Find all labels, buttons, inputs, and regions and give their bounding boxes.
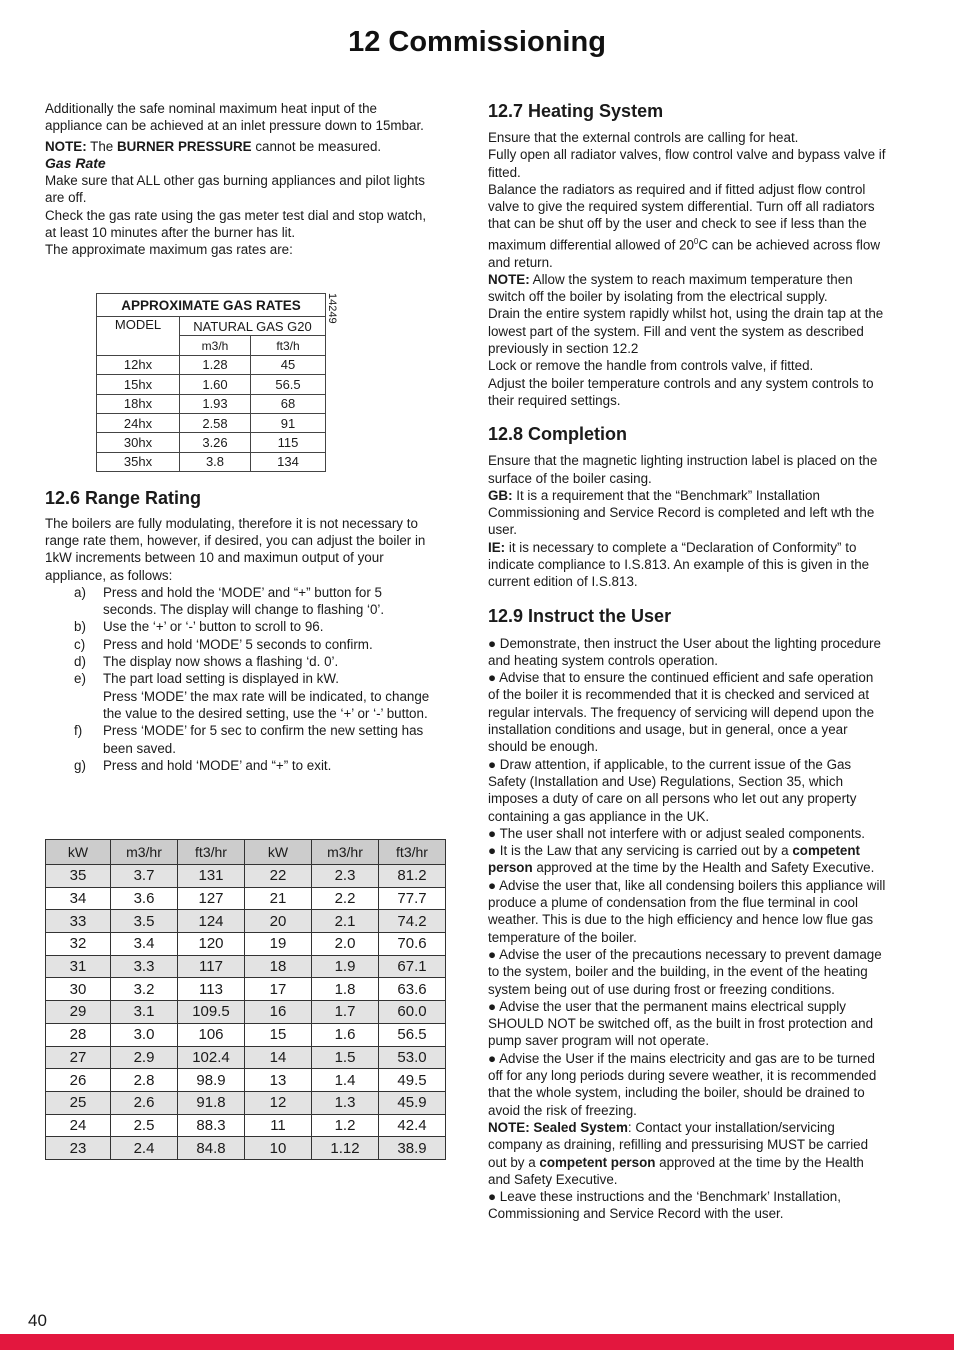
gas-rate-p2: Check the gas rate using the gas meter test dial and stop watch, at least 10 minutes after the burner has lit.: [45, 207, 427, 241]
table-cell: 3.2: [111, 978, 178, 1001]
table-cell: 1.7: [312, 1001, 379, 1024]
table-header-row: [46, 840, 446, 865]
table-cell: 34: [46, 887, 111, 910]
table-row: [46, 1069, 446, 1092]
completion-heading: 12.8 Completion: [488, 424, 628, 445]
gas-rates-table: [96, 293, 326, 472]
note-pre: The: [86, 138, 117, 154]
table-row: [46, 1091, 446, 1114]
table-cell: 2.4: [111, 1137, 178, 1160]
table-row: [97, 433, 326, 452]
gas-table-gas-header: NATURAL GAS G20: [180, 317, 326, 336]
table-row: [97, 375, 326, 394]
table-cell: 11: [245, 1114, 312, 1137]
table-cell: 3.5: [111, 910, 178, 933]
table-cell: 2.9: [111, 1046, 178, 1069]
table-cell: 18: [245, 955, 312, 978]
table-cell: 10: [245, 1137, 312, 1160]
table-row: [46, 910, 446, 933]
table-cell: 33: [46, 910, 111, 933]
range-rating-table: [45, 839, 446, 1160]
list-item: ● Advise the user that, like all condensing boilers this appliance will produce a plume of condensation from the flue terminal in cool weather. This is due to the high efficiency and hence low flue gas temperature of the boiler.: [488, 877, 886, 945]
list-item: g) Press and hold ‘MODE’ and “+” to exit.: [74, 757, 332, 773]
table-cell: 1.5: [312, 1046, 379, 1069]
table-cell: 16: [245, 1001, 312, 1024]
table-cell: 24: [46, 1114, 111, 1137]
list-item: ● Advise that to ensure the continued efficient and safe operation of the boiler it is recommended that it is checked and serviced at regular intervals. The frequency of servicing will depend upon the installation conditions and usage, but in general, once a year should be enough.: [488, 670, 875, 755]
table-cell: 124: [178, 910, 245, 933]
heating-p6: Adjust the boiler temperature controls and any system controls to their required settings.: [488, 375, 874, 408]
table-cell: 17: [245, 978, 312, 1001]
table-cell: 25: [46, 1091, 111, 1114]
table-cell: 74.2: [379, 910, 446, 933]
table-cell: 2.2: [312, 887, 379, 910]
table-cell: 35: [46, 865, 111, 888]
table-cell: 84.8: [178, 1137, 245, 1160]
table-cell: 38.9: [379, 1137, 446, 1160]
heating-system-heading: 12.7 Heating System: [488, 101, 664, 121]
heating-p5: Lock or remove the handle from controls valve, if fitted.: [488, 358, 814, 374]
table-row: [46, 1046, 446, 1069]
list-item: ● Advise the user that the permanent mains electrical supply SHOULD NOT be switched off, as the built in frost protection and pump saver program will not operate.: [488, 998, 874, 1049]
table-row: [46, 887, 446, 910]
table-cell: 2.1: [312, 910, 379, 933]
table-cell: 1.60: [180, 375, 251, 394]
list-item: d) The display now shows a flashing ‘d. 0’.: [74, 654, 339, 670]
table-cell: 3.26: [180, 433, 251, 452]
list-item: b) Use the ‘+’ or ‘-’ button to scroll to 96.: [74, 619, 324, 635]
table-cell: 1.12: [312, 1137, 379, 1160]
table-cell: 109.5: [178, 1001, 245, 1024]
table-cell: 13: [245, 1069, 312, 1092]
table-cell: 56.5: [251, 375, 326, 394]
table-cell: 1.6: [312, 1023, 379, 1046]
table-row: [46, 1001, 446, 1024]
list-item: ● Draw attention, if applicable, to the current issue of the Gas Safety (Installation and Use) Regulations, Section 35, which imposes a duty of care on all persons who let out any property containing a gas appliance in the UK.: [488, 756, 857, 824]
table-cell: 98.9: [178, 1069, 245, 1092]
list-item: e) The part load setting is displayed in kW. Press ‘MODE’ the max rate will be indicated, to change the value to the desired setting, use the ‘+’ or ‘-’ button.: [74, 671, 430, 721]
list-item: f) Press ‘MODE’ for 5 sec to confirm the new setting has been saved.: [74, 723, 424, 756]
table-header-cell: kW: [245, 840, 312, 865]
completion-ie: IE: it is necessary to complete a “Declaration of Conformity” to indicate compliance to I.S.813. An example of this is given in the current edition of I.S.813.: [488, 539, 870, 590]
table-cell: 1.93: [180, 394, 251, 413]
gas-table-model-header: MODEL: [97, 317, 180, 356]
table-row: [46, 1114, 446, 1137]
range-intro: The boilers are fully modulating, therefore it is not necessary to range rate them, however, if desired, you can adjust the boiler in 1kW increments between 10 and maximun output of your appliance, as follows:: [45, 515, 426, 583]
table-cell: 91: [251, 413, 326, 432]
table-cell: 67.1: [379, 955, 446, 978]
heating-p1: Ensure that the external controls are calling for heat.: [488, 130, 799, 145]
table-header-cell: m3/hr: [312, 840, 379, 865]
table-cell: 1.2: [312, 1114, 379, 1137]
table-cell: 12hx: [97, 355, 180, 374]
completion-gb: GB: It is a requirement that the “Benchmark” Installation Commissioning and Service Record is completed and left wth the user.: [488, 487, 875, 538]
table-cell: 70.6: [379, 933, 446, 956]
table-cell: 23: [46, 1137, 111, 1160]
table-cell: 91.8: [178, 1091, 245, 1114]
footer-bar: [0, 1334, 954, 1350]
table-cell: 28: [46, 1023, 111, 1046]
instruct-user-heading: 12.9 Instruct the User: [488, 605, 672, 626]
list-item: ● It is the Law that any servicing is carried out by a competent person approved at the time by the Health and Safety Executive.: [488, 843, 875, 876]
table-cell: 30hx: [97, 433, 180, 452]
table-cell: 115: [251, 433, 326, 452]
table-cell: 56.5: [379, 1023, 446, 1046]
list-item: NOTE: Sealed System: Contact your installation/servicing company as draining, refilling and pressurising MUST be carried out by a competent person approved at the time by the Health and Safety Executive.: [488, 1119, 869, 1187]
heating-note: NOTE: Allow the system to reach maximum temperature then switch off the boiler by isolating from the electrical supply.: [488, 271, 853, 305]
table-cell: 120: [178, 933, 245, 956]
table-header-cell: m3/hr: [111, 840, 178, 865]
page-title: 12 Commissioning: [348, 26, 606, 58]
table-cell: 60.0: [379, 1001, 446, 1024]
table-cell: 3.1: [111, 1001, 178, 1024]
diagram-reference-code: 14249: [326, 293, 338, 324]
note-post: cannot be measured.: [251, 138, 382, 154]
table-cell: 32: [46, 933, 111, 956]
table-cell: 30: [46, 978, 111, 1001]
table-cell: 24hx: [97, 413, 180, 432]
table-cell: 49.5: [379, 1069, 446, 1092]
table-cell: 113: [178, 978, 245, 1001]
table-header-cell: kW: [46, 840, 111, 865]
table-row: [46, 1137, 446, 1160]
gas-rate-p3: The approximate maximum gas rates are:: [45, 242, 293, 258]
table-header-cell: ft3/hr: [379, 840, 446, 865]
table-row: [46, 933, 446, 956]
table-cell: 1.9: [312, 955, 379, 978]
table-cell: 20: [245, 910, 312, 933]
table-cell: 1.4: [312, 1069, 379, 1092]
completion-p1: Ensure that the magnetic lighting instruction label is placed on the surface of the boiler casing.: [488, 453, 878, 486]
table-cell: 42.4: [379, 1114, 446, 1137]
table-row: [46, 865, 446, 888]
note-bold: BURNER PRESSURE: [116, 138, 252, 154]
gas-table-unit-ft3: ft3/h: [251, 336, 326, 355]
table-cell: 1.8: [312, 978, 379, 1001]
range-steps: [45, 584, 437, 774]
table-row: [46, 1023, 446, 1046]
table-cell: 88.3: [178, 1114, 245, 1137]
table-cell: 27: [46, 1046, 111, 1069]
table-row: [46, 955, 446, 978]
table-row: [46, 978, 446, 1001]
table-cell: 45: [251, 355, 326, 374]
page-number: 40: [28, 1311, 47, 1330]
table-cell: 31: [46, 955, 111, 978]
table-cell: 106: [178, 1023, 245, 1046]
intro-text: Additionally the safe nominal maximum heat input of the appliance can be achieved at an inlet pressure down to 15mbar.: [45, 101, 424, 134]
table-cell: 35hx: [97, 452, 180, 471]
list-item: c) Press and hold ‘MODE’ 5 seconds to confirm.: [74, 636, 373, 652]
table-row: [97, 413, 326, 432]
table-cell: 2.58: [180, 413, 251, 432]
table-cell: 2.0: [312, 933, 379, 956]
table-cell: 68: [251, 394, 326, 413]
table-cell: 77.7: [379, 887, 446, 910]
table-cell: 131: [178, 865, 245, 888]
table-cell: 29: [46, 1001, 111, 1024]
gas-table-title: APPROXIMATE GAS RATES: [97, 294, 326, 317]
table-cell: 3.8: [180, 452, 251, 471]
table-cell: 53.0: [379, 1046, 446, 1069]
table-cell: 102.4: [178, 1046, 245, 1069]
table-cell: 1.3: [312, 1091, 379, 1114]
table-cell: 2.3: [312, 865, 379, 888]
table-cell: 2.5: [111, 1114, 178, 1137]
table-cell: 2.8: [111, 1069, 178, 1092]
table-cell: 134: [251, 452, 326, 471]
table-cell: 117: [178, 955, 245, 978]
note-label: NOTE:: [45, 138, 87, 154]
table-cell: 15hx: [97, 375, 180, 394]
table-cell: 21: [245, 887, 312, 910]
heating-p4: Drain the entire system rapidly whilst hot, using the drain tap at the lowest part of the system. Fill and vent the system as described previously in section 12.2: [488, 306, 884, 357]
table-cell: 26: [46, 1069, 111, 1092]
list-item: ● Leave these instructions and the ‘Benchmark’ Installation, Commissioning and Service Record with the user.: [488, 1189, 841, 1222]
table-cell: 3.3: [111, 955, 178, 978]
table-cell: 15: [245, 1023, 312, 1046]
range-rating-heading: 12.6 Range Rating: [45, 487, 202, 508]
table-row: [97, 355, 326, 374]
table-cell: 3.0: [111, 1023, 178, 1046]
table-row: [97, 394, 326, 413]
list-item: ● The user shall not interfere with or adjust sealed components.: [488, 825, 866, 841]
table-cell: 45.9: [379, 1091, 446, 1114]
table-cell: 22: [245, 865, 312, 888]
table-cell: 14: [245, 1046, 312, 1069]
gas-rate-heading: Gas Rate: [45, 154, 106, 171]
table-header-cell: ft3/hr: [178, 840, 245, 865]
heating-p2: Fully open all radiator valves, flow control valve and bypass valve if fitted.: [488, 147, 886, 180]
table-cell: 3.7: [111, 865, 178, 888]
gas-table-unit-m3: m3/h: [180, 336, 251, 355]
table-cell: 1.28: [180, 355, 251, 374]
table-cell: 18hx: [97, 394, 180, 413]
list-item: ● Advise the User if the mains electricity and gas are to be turned off for any long periods during severe weather, it is recommended that the whole system, including the boiler, should be drained to avoid the risk of freezing.: [488, 1050, 877, 1118]
table-cell: 19: [245, 933, 312, 956]
table-cell: 3.6: [111, 887, 178, 910]
list-item: ● Demonstrate, then instruct the User about the lighting procedure and heating system controls operation.: [488, 635, 881, 668]
list-item: ● Advise the user of the precautions necessary to prevent damage to the system, boiler and the building, in the event of the heating system being out of use during frost or freezing conditions.: [488, 946, 882, 997]
table-cell: 2.6: [111, 1091, 178, 1114]
right-column: [488, 100, 888, 1223]
table-cell: 63.6: [379, 978, 446, 1001]
heating-p3: Balance the radiators as required and if fitted adjust flow control valve to give the required system differential. Turn off all radiators that can be shut off by the user and check to see if less than the maximum differential allowed of $20^0C$ can be achieved across flow and return.: [488, 181, 880, 270]
list-item: a) Press and hold the ‘MODE’ and “+” button for 5 seconds. The display will change to flashing ‘0’.: [74, 584, 385, 618]
table-row: [97, 452, 326, 471]
table-cell: 127: [178, 887, 245, 910]
gas-rate-p1: Make sure that ALL other gas burning appliances and pilot lights are off.: [45, 173, 425, 206]
table-cell: 81.2: [379, 865, 446, 888]
table-cell: 3.4: [111, 933, 178, 956]
burner-note: [45, 138, 437, 155]
table-cell: 12: [245, 1091, 312, 1114]
